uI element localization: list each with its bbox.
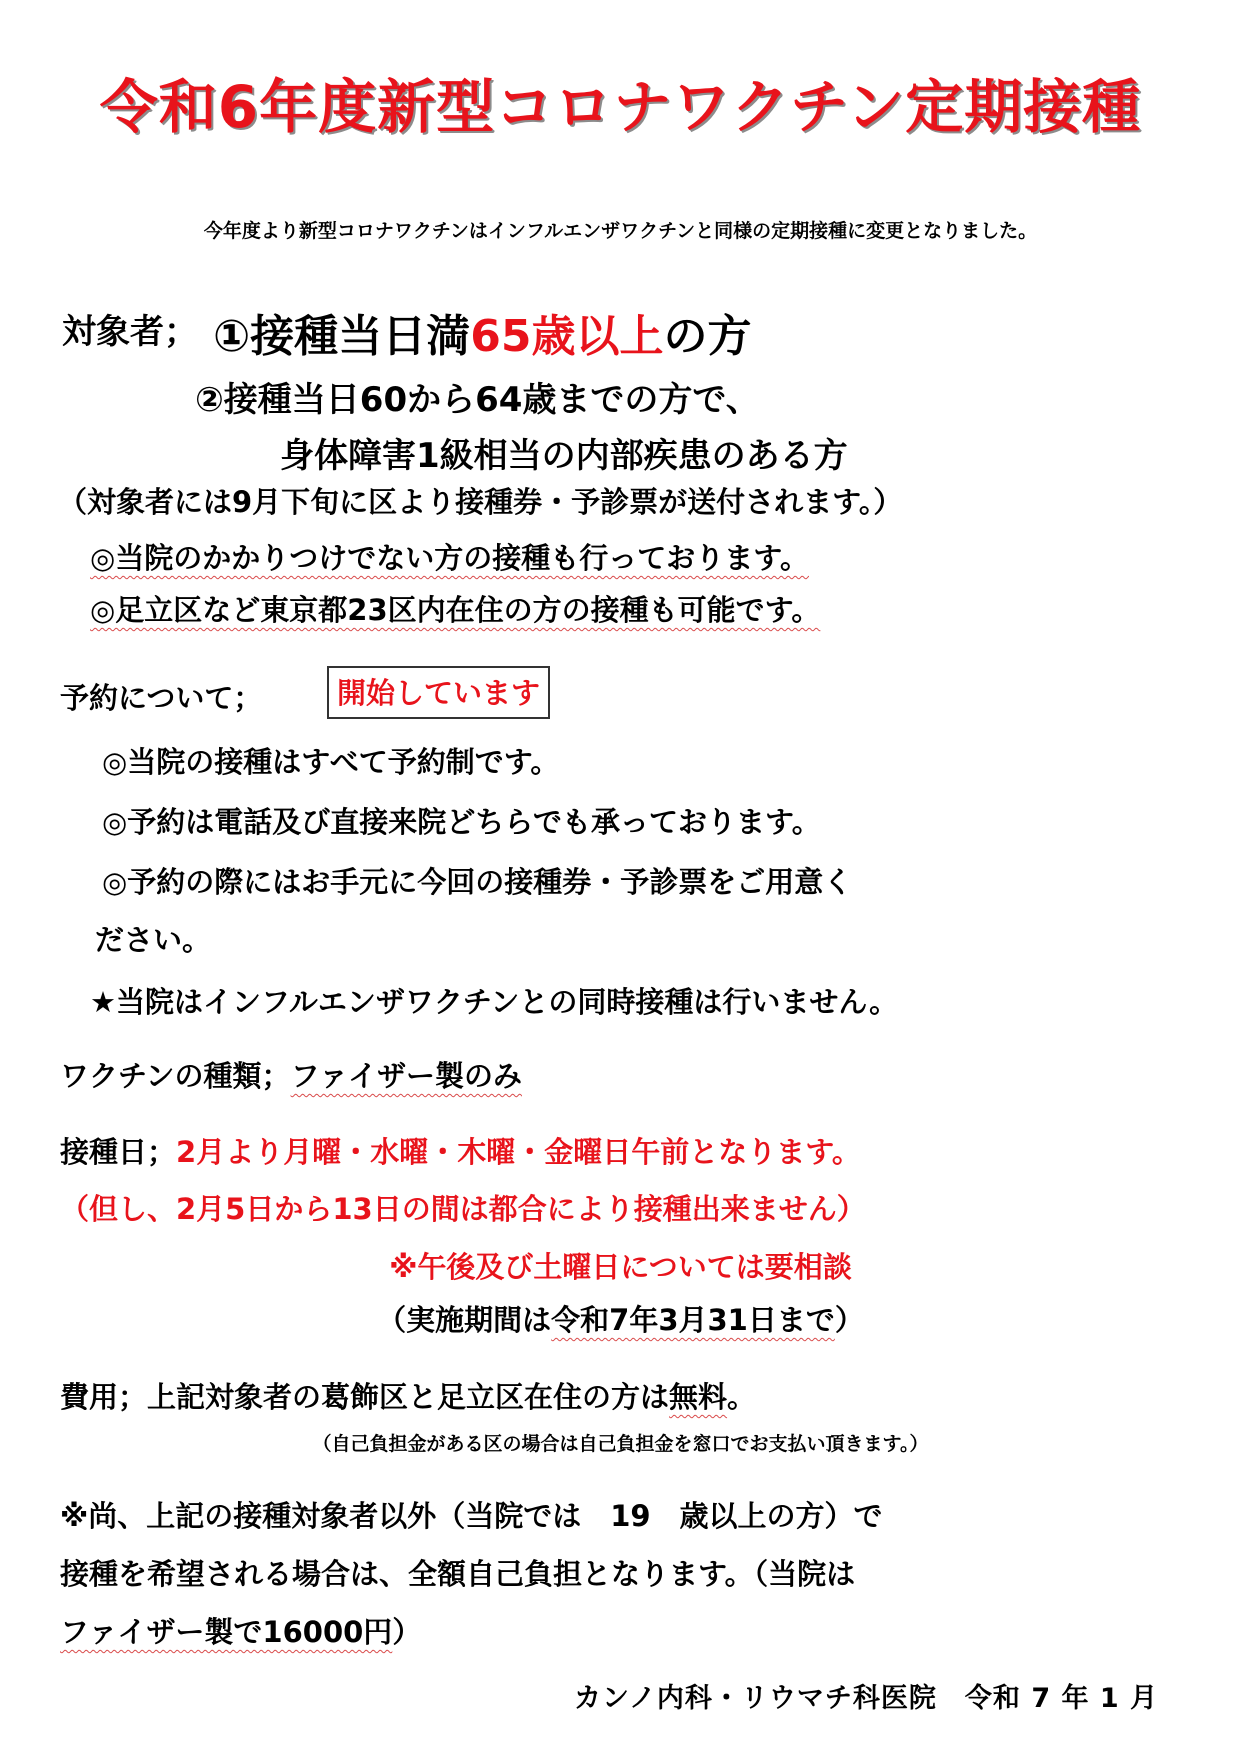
reservation-star-note: ★当院はインフルエンザワクチンとの同時接種は行いません。 (90, 985, 899, 1019)
dates-period-prefix: （実施期間は (377, 1303, 552, 1337)
dates-period-date: 令和7年3月31日まで (551, 1303, 835, 1337)
vaccine-type (60, 1054, 522, 1095)
target-item-2-continuation: 身体障害1級相当の内部疾患のある方 (280, 436, 848, 476)
reservation-status-box: 開始しています (327, 666, 550, 719)
target-note: （対象者には9月下旬に区より接種券・予診票が送付されます。） (58, 485, 903, 519)
dates-period-suffix: ） (834, 1303, 864, 1337)
fee-label: 費用； (60, 1380, 148, 1414)
vaccine-value: ファイザー製のみ (290, 1059, 522, 1093)
page-title: 令和6年度新型コロナワクチン定期接種 (99, 73, 1142, 141)
fee-value-prefix: 上記対象者の葛飾区と足立区在住の方は (147, 1380, 670, 1414)
reservation-bullet-3-continuation: ださい。 (95, 923, 212, 957)
fee-value-free: 無料 (669, 1380, 728, 1414)
reservation-bullet-3: ◎予約の際にはお手元に今回の接種券・予診票をご用意く (102, 865, 853, 899)
target-item-2: ②接種当日60から64歳までの方で、 (195, 380, 760, 420)
fee-note: （自己負担金がある区の場合は自己負担金を窓口でお支払い頂きます。） (312, 1433, 929, 1455)
other-line-3-suffix: ） (392, 1615, 422, 1649)
dates-exception: （但し、2月5日から13日の間は都合により接種出来ません） (60, 1192, 866, 1226)
target-bullet-1: ◎当院のかかりつけでない方の接種も行っております。 (90, 541, 809, 575)
reservation-bullet-2: ◎予約は電話及び直接来院どちらでも承っております。 (102, 805, 821, 839)
target-bullet-2: ◎足立区など東京都23区内在住の方の接種も可能です。 (90, 593, 821, 627)
target-item-1 (213, 300, 752, 364)
other-line-1: ※尚、上記の接種対象者以外（当院では 19 歳以上の方）で (60, 1499, 883, 1533)
dates-value: 2月より月曜・水曜・木曜・金曜日午前となります。 (176, 1135, 861, 1169)
other-line-2: 接種を希望される場合は、全額自己負担となります。（当院は (60, 1557, 856, 1591)
fee (60, 1375, 756, 1416)
fee-value-suffix: 。 (727, 1380, 757, 1414)
dates-main (60, 1130, 861, 1171)
dates-consult: ※午後及び土曜日については要相談 (389, 1250, 852, 1284)
vaccine-label: ワクチンの種類； (60, 1059, 291, 1093)
dates-label: 接種日； (60, 1135, 177, 1169)
reservation-bullet-1: ◎当院の接種はすべて予約制です。 (102, 745, 560, 779)
footer-clinic-date: カンノ内科・リウマチ科医院 令和 7 年 1 月 (574, 1683, 1159, 1714)
intro-text: 今年度より新型コロナワクチンはインフルエンザワクチンと同様の定期接種に変更となりました。 (203, 220, 1038, 242)
target-item-1-prefix: ①接種当日満 (213, 311, 471, 362)
other-line-3 (60, 1610, 421, 1651)
other-price: ファイザー製で16000円 (60, 1615, 393, 1649)
reservation-label: 予約について； (60, 681, 263, 715)
target-item-1-suffix: の方 (663, 311, 752, 362)
target-label: 対象者； (62, 312, 198, 352)
dates-period (0, 1298, 1241, 1339)
target-item-1-highlight: 65歳以上 (470, 311, 664, 362)
